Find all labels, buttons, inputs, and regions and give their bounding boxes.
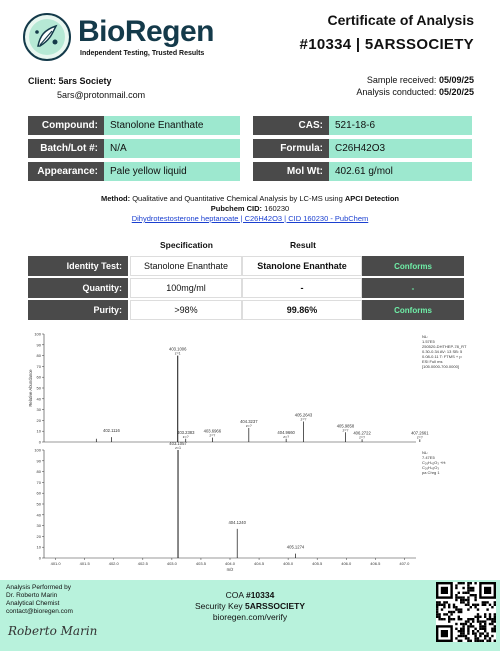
method-label: Method: — [100, 194, 131, 203]
y-tick-label: 30 — [36, 407, 41, 413]
y-tick-label: 0 — [38, 555, 41, 561]
x-tick-label: 401.0 — [50, 561, 61, 566]
info-label: Appearance: — [28, 162, 104, 181]
method-block — [0, 194, 500, 224]
bioregen-logo-icon — [22, 12, 72, 62]
peak-charge-label: z=? — [416, 435, 423, 440]
peak-label: 403.1057 — [169, 441, 187, 446]
x-tick-label: 403.5 — [195, 561, 206, 566]
conducted-value: 05/20/25 — [438, 87, 474, 97]
x-axis-label: m/z — [226, 567, 234, 572]
result-header: Result — [290, 240, 316, 250]
pubchem-label: Pubchem CID: — [210, 204, 263, 213]
peak-label: 405.2643 — [294, 412, 313, 418]
footer-coa-label: COA — [225, 590, 244, 600]
result-value: Stanolone Enanthate — [242, 256, 362, 276]
received-label: Sample received: — [366, 75, 437, 85]
signature: Roberto Marin — [8, 624, 98, 638]
conducted-label: Analysis conducted: — [356, 87, 437, 97]
result-label: Identity Test: — [28, 256, 130, 276]
table-row — [253, 116, 472, 135]
peak-label: 404.3237 — [240, 418, 258, 424]
peak-charge-label: z=? — [182, 434, 189, 439]
peak-label: 404.1240 — [228, 519, 246, 525]
x-tick-label: 406.0 — [341, 561, 352, 566]
y-tick-label: 100 — [34, 331, 41, 337]
y-tick-label: 0 — [38, 439, 41, 445]
table-row — [28, 300, 466, 320]
y-tick-label: 80 — [36, 353, 41, 359]
y-tick-label: 10 — [36, 544, 41, 550]
method-detection: APCI Detection — [344, 194, 400, 203]
performed-by — [6, 584, 73, 616]
footer-key-label: Security Key — [194, 601, 243, 611]
peak-charge-label: z=? — [209, 433, 216, 438]
coa-id: #10334 | 5ARSSOCIETY — [299, 36, 474, 53]
x-tick-label: 407.0 — [399, 561, 410, 566]
peak-charge-label: z=1 — [175, 446, 181, 450]
compound-info-table — [28, 112, 240, 185]
peak-label: 404.9660 — [277, 429, 295, 435]
table-row — [28, 278, 466, 298]
x-tick-label: 402.0 — [108, 561, 119, 566]
table-row — [253, 162, 472, 181]
performed-line: Analysis Performed by — [6, 584, 72, 591]
spectrum-header-line: NL: — [422, 450, 429, 455]
spectrum-header-line: ESI Full ms — [422, 359, 443, 364]
x-tick-label: 401.5 — [79, 561, 90, 566]
peak-label: 403.6966 — [203, 428, 222, 434]
y-tick-label: 40 — [36, 512, 41, 518]
y-tick-label: 100 — [34, 447, 41, 453]
info-value: 402.61 g/mol — [329, 162, 472, 181]
peak-label: 403.2383 — [176, 429, 195, 435]
peak-charge-label: z=? — [245, 423, 252, 428]
client-email: 5ars@protonmail.com — [57, 90, 146, 100]
peak-label: 402.1116 — [103, 428, 120, 434]
y-tick-label: 60 — [36, 490, 41, 496]
peak-label: 406.2722 — [353, 430, 371, 436]
x-tick-label: 405.0 — [283, 561, 294, 566]
info-label: Batch/Lot #: — [28, 139, 104, 158]
qr-code-icon[interactable] — [436, 582, 496, 642]
results-table — [28, 254, 466, 322]
x-tick-label: 404.5 — [254, 561, 265, 566]
y-tick-label: 20 — [36, 533, 41, 539]
peak-label: 403.1006 — [168, 346, 187, 352]
y-tick-label: 90 — [36, 458, 41, 464]
info-label: Compound: — [28, 116, 104, 135]
y-axis-label: Relative Abundance — [28, 369, 33, 407]
peak-charge-label: z=? — [300, 417, 307, 422]
y-tick-label: 60 — [36, 374, 41, 380]
y-tick-label: 70 — [36, 363, 41, 369]
received-value: 05/09/25 — [438, 75, 474, 85]
mass-spectrum-chart — [26, 322, 474, 572]
result-spec: 100mg/ml — [130, 278, 242, 298]
result-verdict: - — [362, 278, 466, 298]
info-value: N/A — [104, 139, 240, 158]
peak-charge-label: z=? — [283, 434, 290, 439]
spectrum-header-line: 0.30-0.34 AV: 13 SB: 5 — [422, 349, 463, 354]
y-tick-label: 50 — [36, 385, 41, 391]
table-row — [253, 139, 472, 158]
table-row — [28, 256, 466, 276]
info-value: Pale yellow liquid — [104, 162, 240, 181]
info-value: 521-18-6 — [329, 116, 472, 135]
footer-coa-info — [150, 590, 350, 623]
result-verdict: Conforms — [362, 256, 466, 276]
y-tick-label: 20 — [36, 417, 41, 423]
result-value: - — [242, 278, 362, 298]
client-name: Client: 5ars Society — [28, 76, 112, 86]
table-row — [28, 139, 240, 158]
x-tick-label: 405.5 — [312, 561, 323, 566]
footer-key-value: 5ARSSOCIETY — [245, 601, 306, 611]
spectrum-header-line: C₂₆H₄₂O₃ +H: — [422, 460, 447, 465]
info-label: Formula: — [253, 139, 329, 158]
info-label: Mol Wt: — [253, 162, 329, 181]
pubchem-link[interactable]: Dihydrotestosterone heptanoate | C26H42O3 | CID 160230 - PubChem — [131, 214, 369, 223]
dates-block — [356, 74, 474, 98]
x-tick-label: 404.0 — [224, 561, 236, 566]
peak-label: 405.1274 — [286, 544, 305, 550]
y-tick-label: 30 — [36, 523, 41, 529]
y-tick-label: 50 — [36, 501, 41, 507]
result-label: Purity: — [28, 300, 130, 320]
peak-charge-label: z=? — [359, 435, 366, 440]
method-text: Qualitative and Quantitative Chemical Analysis by LC-MS using — [132, 194, 343, 203]
result-label: Quantity: — [28, 278, 130, 298]
brand-tagline: Independent Testing, Trusted Results — [80, 50, 205, 57]
table-row — [28, 116, 240, 135]
info-value: C26H42O3 — [329, 139, 472, 158]
performed-line: contact@bioregen.com — [6, 608, 73, 615]
peak-charge-label: z=1 — [174, 351, 181, 356]
peak-label: 407.2661 — [411, 430, 429, 436]
result-verdict: Conforms — [362, 300, 466, 320]
y-tick-label: 40 — [36, 396, 41, 402]
peak-charge-label: z=? — [342, 428, 349, 433]
y-tick-label: 90 — [36, 342, 41, 348]
info-label: CAS: — [253, 116, 329, 135]
document-title: Certificate of Analysis — [327, 12, 474, 28]
spectrum-header-line: NL: — [422, 334, 429, 339]
y-tick-label: 70 — [36, 479, 41, 485]
footer-coa-value: #10334 — [245, 590, 275, 600]
result-spec: >98% — [130, 300, 242, 320]
peak-label: 405.9858 — [336, 423, 355, 429]
spectrum-header-line: 7.47E5 — [422, 455, 435, 460]
verify-url[interactable]: bioregen.com/verify — [212, 612, 288, 622]
spectrum-header-line: 250520-DHTHEP-78_RT — [422, 344, 467, 349]
x-tick-label: 406.5 — [370, 561, 381, 566]
spectrum-header-line: C₂₆H₄₃O₃ — [422, 465, 439, 470]
x-tick-label: 402.5 — [137, 561, 148, 566]
table-row — [28, 162, 240, 181]
spectrum-header-line: 0.08-0.11 T: FTMS + p — [422, 354, 462, 359]
y-tick-label: 80 — [36, 469, 41, 475]
result-value: 99.86% — [242, 300, 362, 320]
performed-line: Dr. Roberto Marin — [6, 592, 58, 599]
y-tick-label: 10 — [36, 428, 41, 434]
x-tick-label: 403.0 — [166, 561, 177, 566]
spec-header: Specification — [160, 240, 213, 250]
spectrum-header-line: 1.57E5 — [422, 339, 435, 344]
performed-line: Analytical Chemist — [6, 600, 60, 607]
spectrum-header-line: [105.0000-700.0000] — [422, 364, 459, 369]
result-spec: Stanolone Enanthate — [130, 256, 242, 276]
info-value: Stanolone Enanthate — [104, 116, 240, 135]
spectrum-header-line: pa Chrg 1 — [422, 470, 440, 475]
brand-name: BioRegen — [78, 15, 215, 48]
pubchem-value: 160230 — [264, 204, 290, 213]
chemical-info-table — [253, 112, 472, 185]
